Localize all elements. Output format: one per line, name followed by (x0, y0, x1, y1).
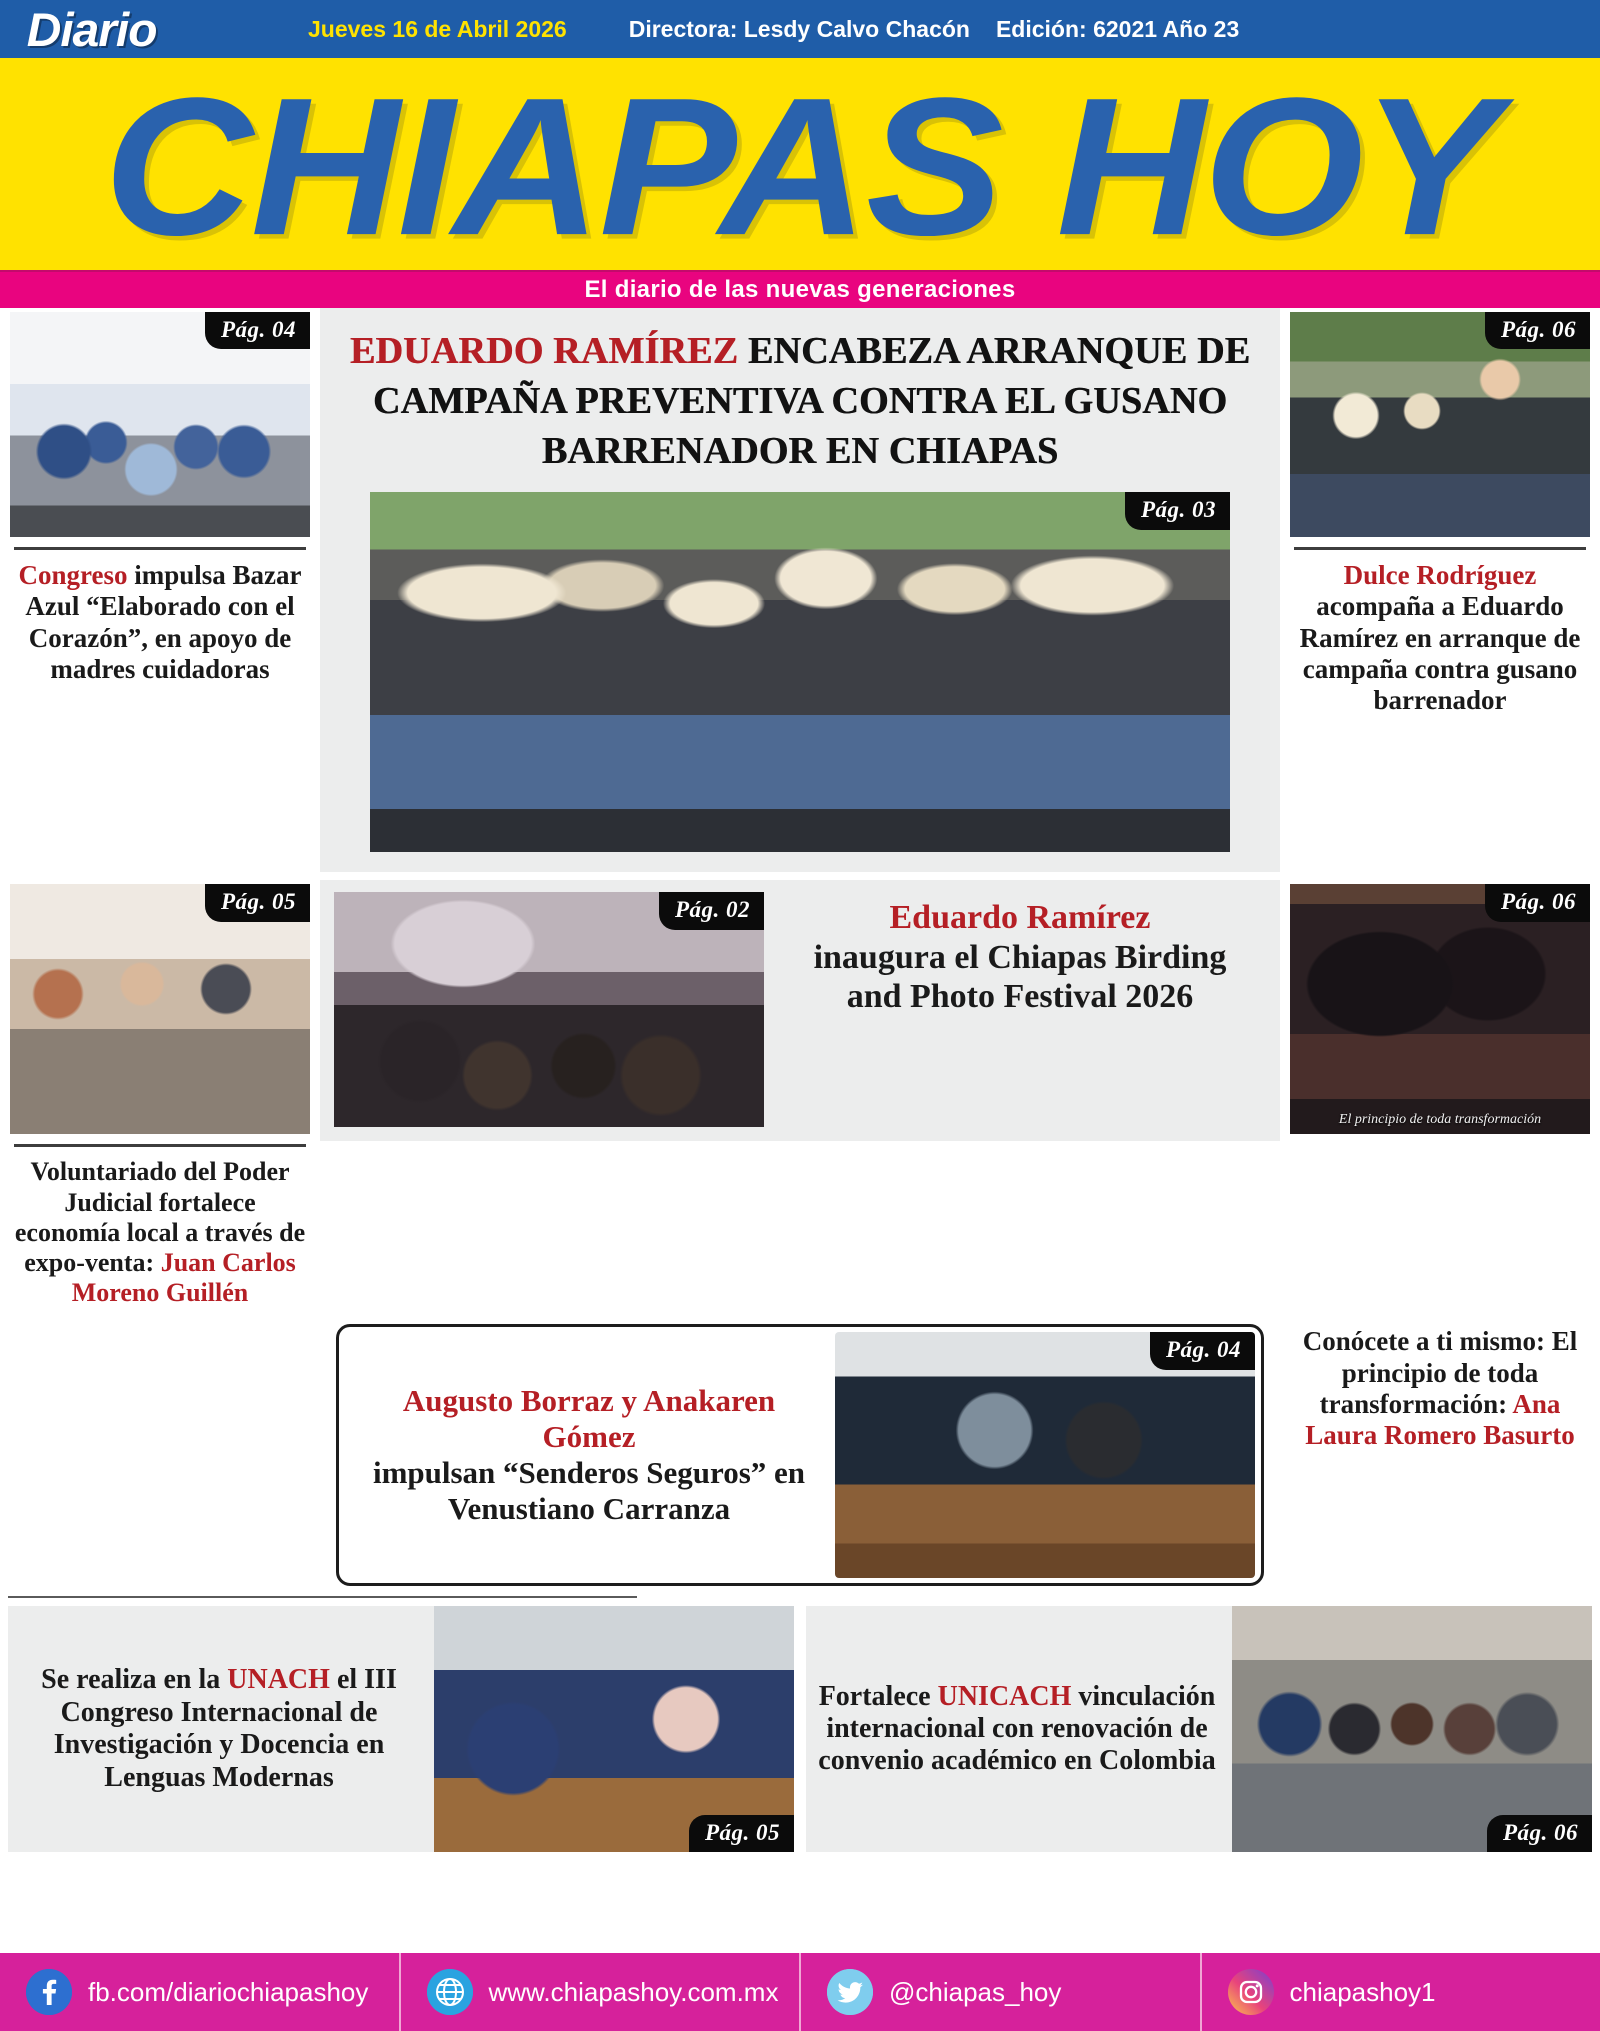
story-birding-text (764, 888, 1266, 1016)
social-link-website[interactable] (401, 1953, 802, 2031)
row-bottom (0, 1596, 1600, 1852)
publication-date: Jueves 16 de Abril 2026 (308, 15, 567, 42)
social-link-instagram[interactable] (1202, 1953, 1600, 2031)
story-unicach-prefix: Fortalece (818, 1680, 938, 1712)
column-left-middle (0, 880, 320, 1314)
tagline-text: El diario de las nuevas generaciones (584, 276, 1016, 303)
photo-caption-conocete: El principio de toda transformación (1338, 1112, 1542, 1128)
page-badge-unicach[interactable]: Pág. 06 (1487, 1815, 1592, 1852)
story-senderos-text (339, 1383, 835, 1527)
story-conocete-body: Conócete a ti mismo: El principio de toda transformación: (1302, 1326, 1578, 1419)
story-dulce-highlight: Dulce Rodríguez (1343, 560, 1537, 590)
website-label: www.chiapashoy.com.mx (488, 1976, 779, 2007)
story-voluntariado-highlight: Juan Carlos Moreno Guillén (71, 1247, 296, 1308)
hero-headline-rest: ENCABEZA ARRANQUE DE CAMPAÑA PREVENTIVA CONTRA EL GUSANO BARRENADOR EN CHIAPAS (372, 330, 1251, 473)
photo-senderos[interactable] (835, 1332, 1255, 1578)
story-unicach[interactable] (806, 1596, 1592, 1852)
diario-logo-text: Diario (26, 2, 157, 56)
row-top (0, 308, 1600, 872)
page-badge-senderos[interactable]: Pág. 04 (1150, 1332, 1255, 1369)
story-unicach-highlight: UNICACH (937, 1680, 1072, 1712)
photo-birding[interactable] (334, 892, 764, 1127)
page-badge-hero[interactable]: Pág. 03 (1125, 492, 1230, 529)
director-name: Directora: Lesdy Calvo Chacón (628, 15, 970, 42)
page-badge-dulce[interactable]: Pág. 06 (1485, 312, 1590, 349)
facebook-label: fb.com/diariochiapashoy (88, 1976, 369, 2007)
twitter-label: @chiapas_hoy (889, 1976, 1062, 2007)
instagram-label: chiapashoy1 (1289, 1976, 1436, 2007)
story-unach[interactable] (8, 1596, 794, 1852)
social-link-twitter[interactable] (801, 1953, 1202, 2031)
column-mid-top (320, 308, 1280, 872)
social-footer-bar (0, 1953, 1600, 2031)
page-badge-unach[interactable]: Pág. 05 (689, 1815, 794, 1852)
story-voluntariado-body: Voluntariado del Poder Judicial fortalece economía local a través de expo-venta: (14, 1157, 306, 1277)
column-mid-middle (320, 880, 1280, 1314)
top-info-bar (0, 0, 1600, 58)
story-unach-text (14, 1664, 434, 1794)
divider (8, 1596, 637, 1598)
masthead-title: CHIAPAS HOY (103, 58, 1497, 270)
globe-icon (427, 1969, 473, 2015)
story-congreso-text[interactable] (0, 550, 320, 691)
photo-congreso[interactable] (10, 312, 310, 537)
column-right-top (1280, 308, 1600, 872)
content-grid (0, 308, 1600, 1852)
photo-unach[interactable] (434, 1606, 794, 1852)
photo-conocete[interactable] (1290, 884, 1590, 1134)
story-unicach-suffix: vinculación internacional con renovación de convenio académico en Colombia (818, 1680, 1216, 1777)
hero-headline-highlight: EDUARDO RAMÍREZ (349, 330, 739, 372)
story-unicach-inner (806, 1606, 1592, 1852)
page-badge-birding[interactable]: Pág. 02 (659, 892, 764, 929)
story-unach-inner (8, 1606, 794, 1852)
photo-unicach[interactable] (1232, 1606, 1592, 1852)
photo-hero[interactable] (370, 492, 1230, 852)
story-congreso-body: impulsa Bazar Azul “Elaborado con el Corazón”, en apoyo de madres cuidadoras (25, 560, 302, 684)
social-link-facebook[interactable] (0, 1953, 401, 2031)
row-senderos (0, 1320, 1600, 1586)
story-congreso-highlight: Congreso (18, 560, 128, 590)
masthead (0, 58, 1600, 270)
instagram-icon (1228, 1969, 1274, 2015)
story-voluntariado-text[interactable] (0, 1147, 320, 1314)
page-badge-conocete[interactable]: Pág. 06 (1485, 884, 1590, 921)
column-left-spacer (0, 1320, 320, 1586)
twitter-icon (827, 1969, 873, 2015)
page-badge-voluntariado[interactable]: Pág. 05 (205, 884, 310, 921)
edition-info: Edición: 62021 Año 23 (995, 15, 1240, 42)
row-middle (0, 880, 1600, 1314)
column-mid-senderos (320, 1320, 1280, 1586)
column-left-top (0, 308, 320, 872)
story-conocete-highlight: Ana Laura Romero Basurto (1305, 1388, 1575, 1451)
story-conocete-text[interactable] (1292, 1326, 1588, 1451)
story-senderos-body: impulsan “Senderos Seguros” en Venustiano Carranza (372, 1455, 806, 1527)
story-unach-highlight: UNACH (227, 1664, 330, 1696)
story-dulce-text[interactable] (1280, 550, 1600, 723)
column-right-conocete (1280, 1320, 1600, 1586)
facebook-icon (26, 1969, 72, 2015)
story-senderos-highlight: Augusto Borraz y Anakaren Gómez (402, 1383, 776, 1455)
hero-story[interactable] (320, 308, 1280, 872)
photo-dulce[interactable] (1290, 312, 1590, 537)
column-right-middle (1280, 880, 1600, 1314)
story-birding-body: inaugura el Chiapas Birding and Photo Festival 2026 (813, 938, 1227, 1016)
page-badge-congreso[interactable]: Pág. 04 (205, 312, 310, 349)
story-unicach-text (812, 1681, 1232, 1778)
story-birding[interactable] (320, 880, 1280, 1141)
hero-headline (340, 326, 1260, 476)
tagline-bar (0, 270, 1600, 308)
diario-logo (0, 0, 290, 58)
story-dulce-body: acompaña a Eduardo Ramírez en arranque de campaña contra gusano barrenador (1299, 591, 1581, 716)
photo-voluntariado[interactable] (10, 884, 310, 1134)
story-unach-prefix: Se realiza en la (41, 1664, 228, 1696)
story-birding-highlight: Eduardo Ramírez (889, 899, 1151, 937)
story-senderos[interactable] (336, 1324, 1264, 1586)
story-unach-suffix: el III Congreso Internacional de Investigación y Docencia en Lenguas Modernas (53, 1664, 397, 1793)
